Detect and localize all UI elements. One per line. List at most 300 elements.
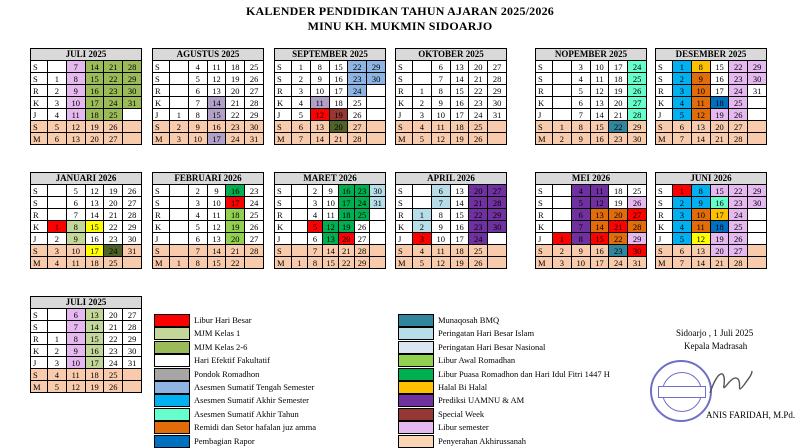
date-cell: 19	[85, 381, 104, 393]
date-cell	[488, 121, 507, 133]
date-cell: 16	[226, 185, 245, 197]
date-cell: 1	[48, 73, 67, 85]
date-cell: 10	[590, 61, 609, 73]
month-calendar	[274, 48, 386, 145]
date-cell: 28	[729, 133, 748, 145]
week-row	[31, 97, 142, 109]
date-cell: 25	[104, 109, 123, 121]
date-cell: 17	[450, 109, 469, 121]
date-cell: 28	[245, 97, 264, 109]
date-cell: 4	[48, 109, 67, 121]
date-cell: 20	[469, 185, 488, 197]
weekday-label: J	[396, 109, 413, 121]
date-cell: 24	[469, 109, 488, 121]
weekday-label: J	[31, 109, 48, 121]
date-cell	[123, 381, 142, 393]
month-table	[274, 184, 386, 269]
date-cell: 18	[85, 369, 104, 381]
weekday-label: S	[31, 309, 48, 321]
date-cell: 23	[245, 185, 264, 197]
weekday-label: R	[275, 209, 292, 221]
date-cell: 5	[413, 257, 432, 269]
date-cell: 25	[729, 97, 748, 109]
weekday-label: S	[536, 73, 553, 85]
date-cell: 4	[307, 209, 323, 221]
date-cell: 13	[207, 233, 226, 245]
date-cell: 6	[571, 97, 590, 109]
date-cell: 11	[66, 257, 85, 269]
legend-swatch	[398, 435, 434, 448]
legend-swatch	[398, 421, 434, 434]
date-cell	[123, 257, 142, 269]
date-cell: 6	[431, 61, 450, 73]
month-table	[395, 60, 507, 145]
date-cell: 3	[170, 133, 189, 145]
weekday-label: J	[153, 109, 170, 121]
date-cell	[553, 61, 572, 73]
legend-swatch	[398, 381, 434, 394]
date-cell: 30	[748, 197, 767, 209]
date-cell: 4	[673, 221, 692, 233]
date-cell	[48, 61, 67, 73]
weekday-label: M	[275, 257, 292, 269]
weekday-label: S	[536, 121, 553, 133]
date-cell: 2	[188, 185, 207, 197]
date-cell: 30	[123, 85, 142, 97]
date-cell: 26	[628, 197, 647, 209]
week-row	[536, 221, 647, 233]
weekday-label: J	[656, 109, 673, 121]
date-cell: 22	[348, 61, 367, 73]
date-cell: 10	[691, 209, 710, 221]
date-cell: 6	[571, 209, 590, 221]
date-cell: 29	[628, 233, 647, 245]
legend-label: Asesmen Sumatif Tengah Semester	[194, 382, 315, 392]
weekday-label: S	[31, 73, 48, 85]
week-row	[31, 221, 142, 233]
weekday-label: J	[396, 233, 413, 245]
week-row	[153, 185, 264, 197]
date-cell: 21	[104, 209, 123, 221]
date-cell: 8	[571, 233, 590, 245]
legend-label: Libur Hari Besar	[194, 315, 252, 325]
week-row	[153, 257, 264, 269]
date-cell: 11	[691, 221, 710, 233]
date-cell: 27	[628, 97, 647, 109]
date-cell: 24	[104, 97, 123, 109]
date-cell: 31	[123, 245, 142, 257]
date-cell: 24	[628, 61, 647, 73]
weekday-label: S	[31, 185, 48, 197]
date-cell: 27	[354, 233, 370, 245]
month-calendar	[274, 172, 386, 269]
date-cell: 7	[673, 257, 692, 269]
date-cell: 13	[590, 209, 609, 221]
date-cell: 3	[413, 109, 432, 121]
date-cell: 5	[188, 73, 207, 85]
date-cell: 15	[207, 109, 226, 121]
month-table	[152, 60, 264, 145]
date-cell	[488, 245, 507, 257]
weekday-label: S	[396, 197, 413, 209]
date-cell: 16	[590, 133, 609, 145]
date-cell: 6	[188, 85, 207, 97]
date-cell: 12	[207, 73, 226, 85]
date-cell	[292, 221, 308, 233]
date-cell	[367, 133, 386, 145]
date-cell: 28	[729, 257, 748, 269]
date-cell: 27	[729, 245, 748, 257]
week-row	[275, 109, 386, 121]
week-row	[656, 121, 767, 133]
date-cell: 25	[469, 245, 488, 257]
week-row	[31, 321, 142, 333]
date-cell: 28	[123, 61, 142, 73]
month-calendar	[655, 48, 767, 145]
legend-swatch	[398, 408, 434, 421]
date-cell: 3	[48, 97, 67, 109]
date-cell: 23	[226, 121, 245, 133]
date-cell: 20	[104, 197, 123, 209]
week-row	[396, 73, 507, 85]
signature-scribble	[708, 365, 754, 399]
weekday-label: S	[153, 61, 170, 73]
date-cell: 13	[691, 245, 710, 257]
date-cell: 10	[431, 233, 450, 245]
date-cell: 13	[310, 121, 329, 133]
date-cell: 17	[85, 245, 104, 257]
month-table	[535, 184, 647, 269]
weekday-label: K	[536, 221, 553, 233]
date-cell: 10	[207, 197, 226, 209]
legend-label: Hari Efektif Fakultatif	[194, 355, 271, 366]
date-cell: 15	[590, 233, 609, 245]
date-cell: 28	[123, 209, 142, 221]
weekday-label: S	[275, 121, 292, 133]
date-cell	[748, 233, 767, 245]
legend-label: MJM Kelas 1	[194, 328, 241, 339]
weekday-label: S	[31, 121, 48, 133]
week-row	[275, 185, 386, 197]
date-cell	[488, 257, 507, 269]
date-cell: 9	[571, 133, 590, 145]
date-cell: 21	[226, 245, 245, 257]
date-cell: 11	[431, 245, 450, 257]
date-cell: 8	[66, 221, 85, 233]
week-row	[656, 245, 767, 257]
week-row	[656, 197, 767, 209]
date-cell: 1	[553, 233, 572, 245]
legend-swatch	[154, 435, 190, 448]
legend-label: Pondok Romadhon	[194, 368, 260, 379]
weekday-label: S	[536, 245, 553, 257]
week-row	[536, 121, 647, 133]
date-cell: 21	[329, 133, 348, 145]
week-row	[31, 345, 142, 357]
month-title: JULI 2025	[30, 296, 142, 308]
week-row	[153, 85, 264, 97]
date-cell: 11	[66, 369, 85, 381]
date-cell: 1	[413, 85, 432, 97]
week-row	[656, 97, 767, 109]
date-cell: 14	[450, 73, 469, 85]
week-row	[396, 233, 507, 245]
date-cell	[413, 185, 432, 197]
date-cell: 15	[710, 61, 729, 73]
date-cell	[748, 121, 767, 133]
date-cell: 8	[431, 209, 450, 221]
weekday-label: S	[153, 121, 170, 133]
date-cell	[292, 233, 308, 245]
weekday-label: S	[656, 61, 673, 73]
signature-role: Kepala Madrasah	[684, 341, 748, 351]
date-cell: 22	[104, 73, 123, 85]
date-cell: 26	[104, 121, 123, 133]
weekday-label: M	[656, 257, 673, 269]
week-row	[536, 257, 647, 269]
date-cell: 27	[729, 121, 748, 133]
week-row	[31, 61, 142, 73]
weekday-label: S	[153, 197, 170, 209]
date-cell: 18	[710, 221, 729, 233]
date-cell: 9	[188, 121, 207, 133]
date-cell: 2	[673, 73, 692, 85]
date-cell: 5	[571, 85, 590, 97]
date-cell	[553, 73, 572, 85]
week-row	[656, 85, 767, 97]
legend-label: Penyerahan Akhirussanah	[438, 435, 527, 446]
date-cell: 2	[673, 197, 692, 209]
date-cell: 29	[488, 85, 507, 97]
date-cell: 2	[553, 133, 572, 145]
date-cell: 6	[188, 233, 207, 245]
date-cell: 16	[450, 97, 469, 109]
week-row	[396, 185, 507, 197]
weekday-label: S	[153, 73, 170, 85]
legend-swatch	[154, 381, 190, 394]
legend-swatch	[398, 314, 434, 327]
month-table	[30, 60, 142, 145]
date-cell: 20	[710, 121, 729, 133]
month-table	[30, 184, 142, 269]
date-cell: 11	[691, 97, 710, 109]
weekday-label: J	[536, 109, 553, 121]
date-cell: 26	[729, 233, 748, 245]
weekday-label: S	[656, 121, 673, 133]
date-cell: 2	[307, 185, 323, 197]
date-cell: 15	[85, 221, 104, 233]
date-cell: 18	[85, 257, 104, 269]
week-row	[536, 245, 647, 257]
legend-label: Remidi dan Setor hafalan juz amma	[194, 422, 317, 433]
date-cell: 16	[590, 245, 609, 257]
date-cell: 16	[85, 345, 104, 357]
date-cell: 26	[469, 257, 488, 269]
weekday-label: M	[396, 257, 413, 269]
weekday-label: M	[153, 133, 170, 145]
legend-swatch	[154, 354, 190, 367]
weekday-label: S	[396, 73, 413, 85]
date-cell: 10	[691, 85, 710, 97]
weekday-label: S	[396, 245, 413, 257]
date-cell: 17	[85, 357, 104, 369]
date-cell: 11	[66, 109, 85, 121]
weekday-label: K	[31, 221, 48, 233]
date-cell: 22	[104, 333, 123, 345]
week-row	[656, 73, 767, 85]
date-cell	[370, 245, 386, 257]
date-cell: 5	[66, 185, 85, 197]
date-cell: 15	[590, 121, 609, 133]
date-cell: 25	[469, 121, 488, 133]
date-cell: 29	[123, 73, 142, 85]
date-cell: 20	[469, 61, 488, 73]
legend-swatch	[154, 327, 190, 340]
date-cell	[292, 197, 308, 209]
week-row	[275, 133, 386, 145]
date-cell: 8	[66, 73, 85, 85]
date-cell: 6	[307, 233, 323, 245]
month-calendar	[535, 172, 647, 269]
weekday-label: S	[275, 185, 292, 197]
date-cell: 24	[104, 357, 123, 369]
weekday-label: R	[396, 85, 413, 97]
week-row	[656, 61, 767, 73]
date-cell: 30	[367, 73, 386, 85]
date-cell: 5	[307, 221, 323, 233]
date-cell: 8	[66, 333, 85, 345]
date-cell: 3	[673, 85, 692, 97]
month-title: APRIL 2026	[395, 172, 507, 184]
date-cell	[48, 197, 67, 209]
month-calendar	[30, 296, 142, 393]
date-cell: 13	[450, 185, 469, 197]
date-cell: 3	[292, 85, 311, 97]
date-cell: 26	[628, 85, 647, 97]
date-cell: 29	[367, 61, 386, 73]
date-cell	[48, 209, 67, 221]
month-title: JULI 2025	[30, 48, 142, 60]
week-row	[31, 197, 142, 209]
date-cell: 23	[609, 245, 628, 257]
legend-swatch	[398, 341, 434, 354]
week-row	[536, 109, 647, 121]
date-cell	[170, 97, 189, 109]
date-cell: 15	[207, 257, 226, 269]
weekday-label: R	[153, 85, 170, 97]
date-cell: 1	[413, 209, 432, 221]
date-cell: 23	[469, 97, 488, 109]
weekday-label: K	[275, 97, 292, 109]
weekday-label: R	[31, 333, 48, 345]
date-cell: 3	[188, 197, 207, 209]
legend-label: MJM Kelas 2-6	[194, 341, 248, 352]
date-cell	[170, 61, 189, 73]
date-cell	[170, 85, 189, 97]
date-cell: 4	[571, 185, 590, 197]
date-cell: 3	[553, 257, 572, 269]
date-cell: 4	[413, 121, 432, 133]
date-cell: 3	[307, 197, 323, 209]
legend-swatch	[398, 354, 434, 367]
date-cell: 7	[307, 245, 323, 257]
date-cell: 20	[85, 133, 104, 145]
weekday-label: S	[31, 369, 48, 381]
date-cell: 10	[310, 85, 329, 97]
date-cell	[370, 233, 386, 245]
date-cell: 7	[292, 133, 311, 145]
date-cell: 24	[354, 197, 370, 209]
legend-label: Libur Awal Romadhan	[438, 355, 516, 366]
week-row	[275, 245, 386, 257]
legend-swatch	[398, 394, 434, 407]
date-cell	[367, 85, 386, 97]
date-cell: 25	[245, 209, 264, 221]
date-cell: 25	[348, 97, 367, 109]
date-cell: 7	[431, 73, 450, 85]
week-row	[31, 357, 142, 369]
date-cell	[170, 73, 189, 85]
date-cell: 27	[245, 233, 264, 245]
date-cell: 2	[48, 85, 67, 97]
week-row	[31, 133, 142, 145]
week-row	[536, 233, 647, 245]
month-title: DESEMBER 2025	[655, 48, 767, 60]
month-table	[535, 60, 647, 145]
date-cell: 17	[609, 61, 628, 73]
date-cell: 21	[469, 73, 488, 85]
date-cell: 16	[85, 85, 104, 97]
date-cell: 31	[488, 109, 507, 121]
date-cell: 15	[323, 257, 339, 269]
date-cell: 18	[450, 121, 469, 133]
date-cell	[748, 109, 767, 121]
date-cell: 24	[729, 209, 748, 221]
date-cell: 27	[488, 61, 507, 73]
week-row	[275, 233, 386, 245]
date-cell: 29	[628, 121, 647, 133]
date-cell: 19	[85, 121, 104, 133]
date-cell: 17	[450, 233, 469, 245]
legend-label: Munaqosah BMQ	[438, 315, 500, 325]
date-cell: 24	[226, 133, 245, 145]
date-cell: 14	[590, 109, 609, 121]
date-cell: 5	[48, 121, 67, 133]
date-cell: 17	[85, 97, 104, 109]
date-cell: 27	[104, 133, 123, 145]
date-cell: 1	[553, 121, 572, 133]
date-cell: 9	[66, 85, 85, 97]
date-cell: 4	[188, 61, 207, 73]
date-cell: 27	[123, 197, 142, 209]
date-cell: 18	[609, 185, 628, 197]
weekday-label: M	[31, 257, 48, 269]
date-cell: 6	[431, 185, 450, 197]
date-cell: 30	[123, 345, 142, 357]
weekday-label: K	[656, 97, 673, 109]
date-cell: 20	[609, 209, 628, 221]
date-cell: 12	[691, 109, 710, 121]
date-cell: 12	[691, 233, 710, 245]
weekday-label: S	[153, 185, 170, 197]
date-cell: 20	[329, 121, 348, 133]
weekday-label: R	[536, 209, 553, 221]
date-cell	[553, 97, 572, 109]
date-cell	[245, 257, 264, 269]
week-row	[396, 97, 507, 109]
date-cell: 8	[188, 257, 207, 269]
weekday-label: J	[31, 233, 48, 245]
